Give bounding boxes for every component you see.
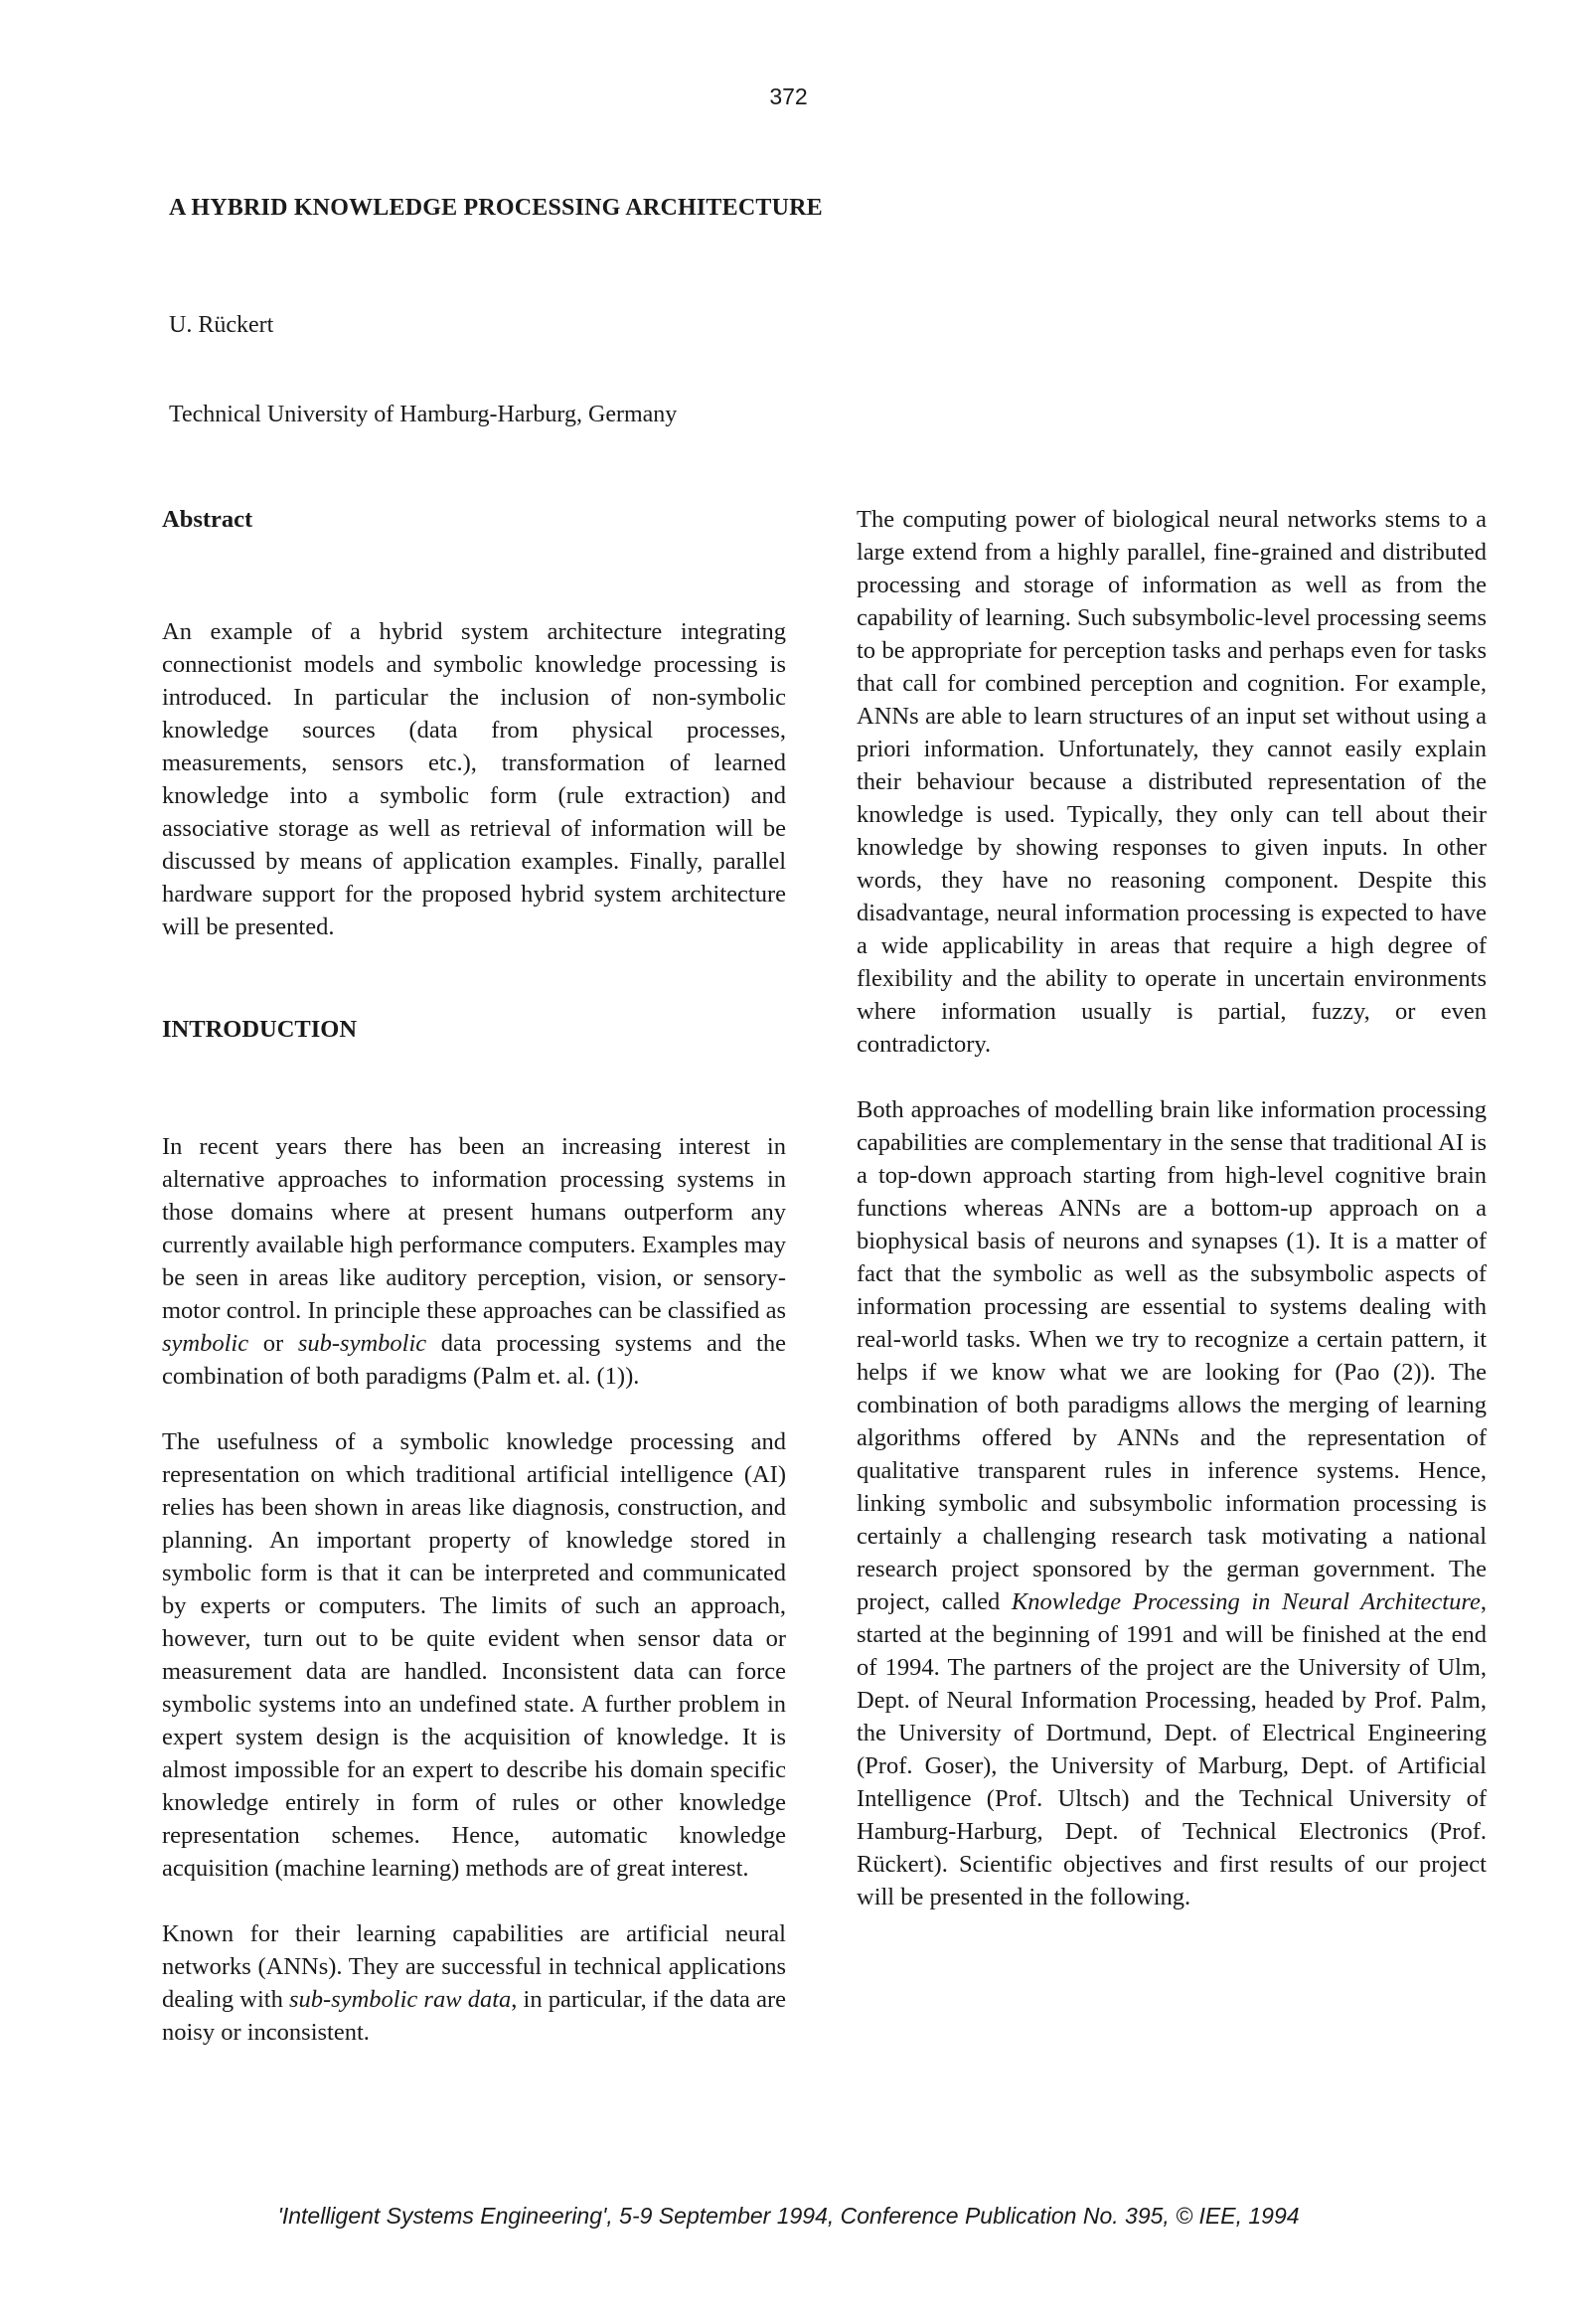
abstract-text: An example of a hybrid system architecture integrating connectionist models and symbolic knowledge processing is introduced. In particular the inclusion of non-symbolic knowledge sources (data from physical processes, measurements, sensors etc.), transformation of learned knowledge into a symbolic form (rule extraction) and associative storage as well as retrieval of information will be discussed by means of application examples. Finally, parallel hardware support for the proposed hybrid system architecture will be presented.	[162, 618, 786, 940]
intro-paragraph-5: Both approaches of modelling brain like information processing capabilities are complementary in the sense that traditional AI is a top-down approach starting from high-level cognitive brain functions whereas ANNs are a bottom-up approach on a biophysical basis of neurons and synapses (1). It is a matter of fact that the symbolic as well as the subsymbolic aspects of information processing are essential to systems dealing with real-world tasks. When we try to recognize a certain pattern, it helps if we know what we are looking for (Pao (2)). The combination of both paradigms allows the merging of learning algorithms offered by ANNs and the representation of qualitative transparent rules in inference systems. Hence, linking symbolic and subsymbolic information processing is certainly a challenging research task motivating a national research project sponsored by the german government. The project, called Knowledge Processing in Neural Architecture, started at the beginning of 1991 and will be finished at the end of 1994. The partners of the project are the University of Ulm, Dept. of Neural Information Processing, headed by Prof. Palm, the University of Dortmund, Dept. of Electrical Engineering (Prof. Goser), the University of Marburg, Dept. of Artificial Intelligence (Prof. Ultsch) and the Technical University of Hamburg-Harburg, Dept. of Technical Electronics (Prof. Rückert). Scientific objectives and first results of our project will be presented in the following.	[857, 1096, 1487, 1910]
intro-paragraph-2: The usefulness of a symbolic knowledge processing and representation on which traditional artificial intelligence (AI) relies has been shown in areas like diagnosis, construction, and planning. An important property of knowledge stored in symbolic form is that it can be interpreted and communicated by experts or computers. The limits of such an approach, however, turn out to be quite evident when sensor data or measurement data are handled. Inconsistent data can force symbolic systems into an undefined state. A further problem in expert system design is the acquisition of knowledge. It is almost impossible for an expert to describe his domain specific knowledge entirely in form of rules or other knowledge representation schemes. Hence, automatic knowledge acquisition (machine learning) methods are of great interest.	[162, 1428, 786, 1882]
abstract-heading: Abstract	[162, 506, 253, 533]
author-affiliation: Technical University of Hamburg-Harburg, Germany	[169, 402, 678, 427]
paper-title: A HYBRID KNOWLEDGE PROCESSING ARCHITECTURE	[169, 195, 823, 221]
author-name: U. Rückert	[169, 312, 274, 338]
intro-paragraph-1: In recent years there has been an increasing interest in alternative approaches to information processing systems in those domains where at present humans outperform any currently available high performance computers. Examples may be seen in areas like auditory perception, vision, or sensory-motor control. In principle these approaches can be classified as symbolic or sub-symbolic data processing systems and the combination of both paradigms (Palm et. al. (1)).	[162, 1133, 786, 1390]
conference-footer: 'Intelligent Systems Engineering', 5-9 September 1994, Conference Publication No. 395, © IEE, 1994	[277, 2203, 1300, 2229]
left-column	[162, 503, 786, 2049]
introduction-heading: INTRODUCTION	[162, 1016, 358, 1043]
right-column	[857, 503, 1487, 1913]
page-number: 372	[769, 83, 808, 109]
intro-paragraph-3: Known for their learning capabilities are artificial neural networks (ANNs). They are successful in technical applications dealing with sub-symbolic raw data, in particular, if the data are noisy or inconsistent.	[162, 1920, 786, 2046]
intro-paragraph-4: The computing power of biological neural networks stems to a large extend from a highly parallel, fine-grained and distributed processing and storage of information as well as from the capability of learning. Such subsymbolic-level processing seems to be appropriate for perception tasks and perhaps even for tasks that call for combined perception and cognition. For example, ANNs are able to learn structures of an input set without using a priori information. Unfortunately, they cannot easily explain their behaviour because a distributed representation of the knowledge is used. Typically, they only can tell about their knowledge by showing responses to given inputs. In other words, they have no reasoning component. Despite this disadvantage, neural information processing is expected to have a wide applicability in areas that require a high degree of flexibility and the ability to operate in uncertain environments where information usually is partial, fuzzy, or even contradictory.	[857, 506, 1487, 1058]
